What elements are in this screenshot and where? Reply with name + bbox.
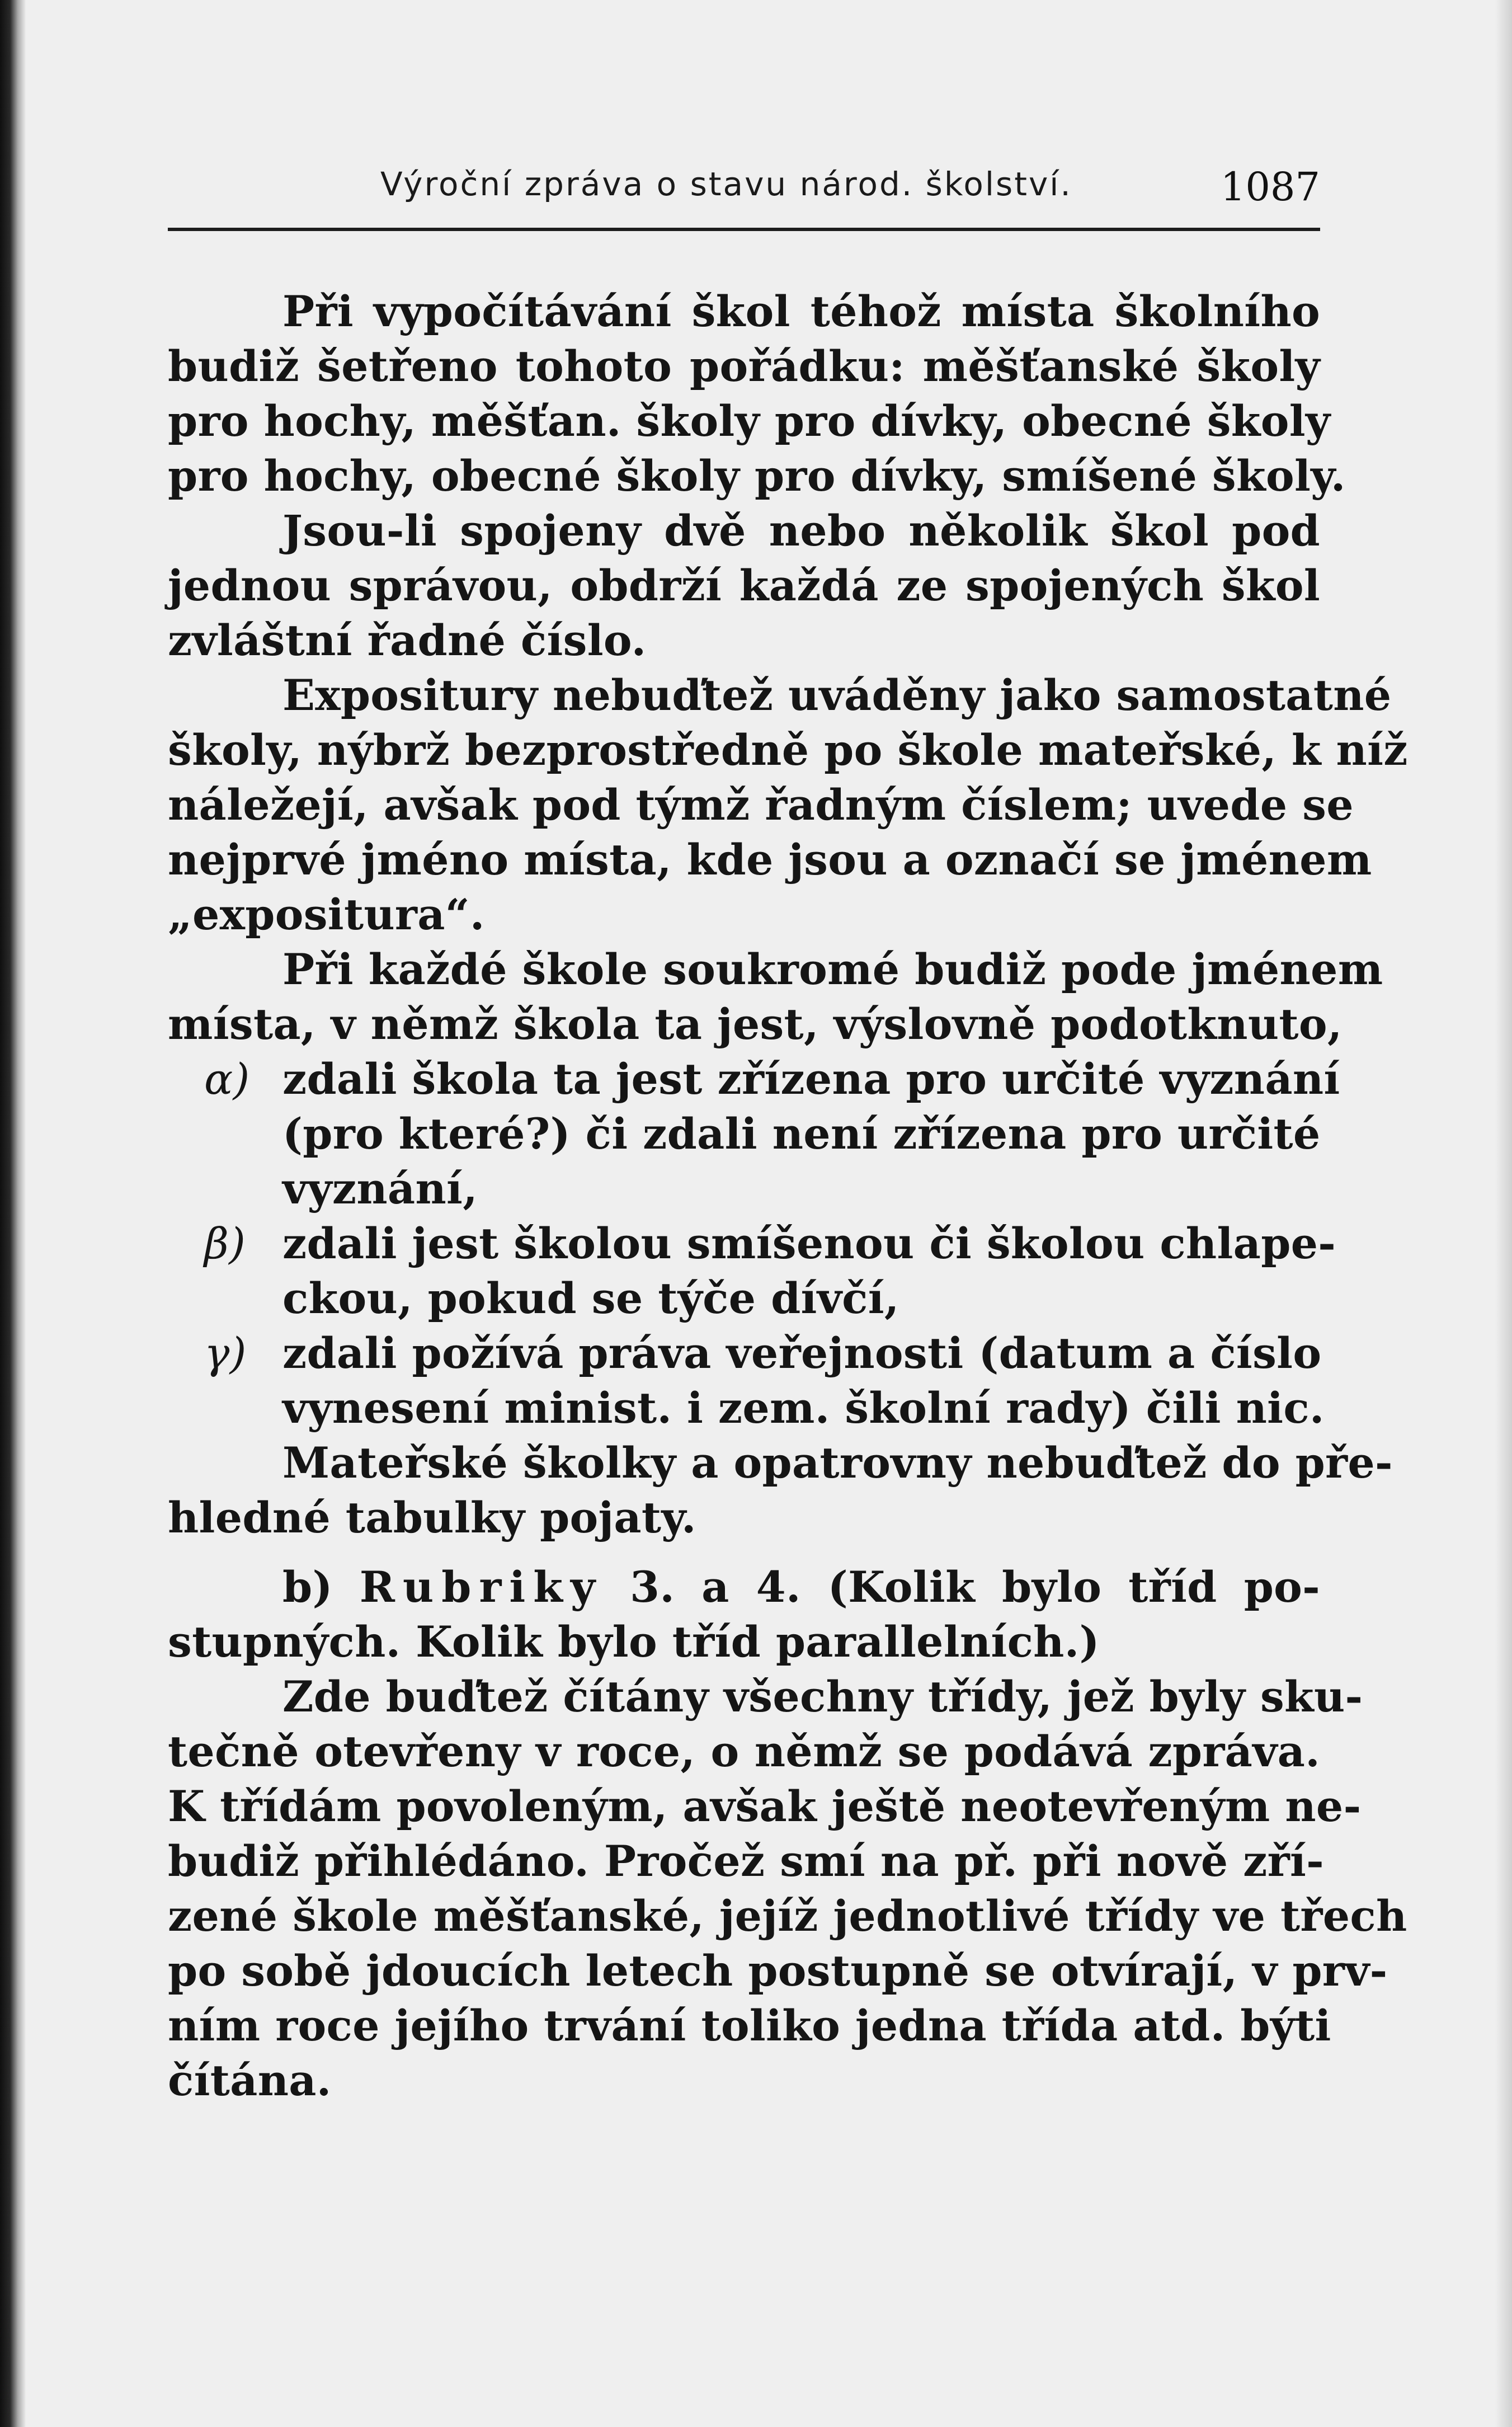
enumerated-list — [168, 1052, 1340, 1436]
page-number: 1087 — [1220, 164, 1320, 210]
text-line: ním roce jejího trvání toliko jedna třída atd. býti — [168, 2001, 1331, 2050]
text-line: (pro které?) či zdali není zřízena pro určité — [282, 1109, 1321, 1159]
text-line: po sobě jdoucích letech postupně se otvírají, v prv- — [168, 1946, 1388, 1996]
paragraph-joint-administration — [168, 504, 1320, 668]
section-heading-rest: 3. a 4. (Kolik bylo tříd po- — [630, 1562, 1320, 1612]
text-line: Zde buďtež čítány všechny třídy, jež byly sku- — [282, 1672, 1363, 1722]
text-line: „expositura“. — [168, 890, 485, 939]
running-header — [168, 159, 1320, 221]
text-line — [168, 1216, 1336, 1271]
text-line: Expositury nebuďtež uváděny jako samostatné — [282, 670, 1392, 720]
page-binding-shadow — [0, 0, 26, 2427]
text-line: čítána. — [168, 2056, 332, 2105]
text-line: pro hochy, obecné školy pro dívky, smíšené školy. — [168, 451, 1346, 501]
list-item-alpha — [168, 1052, 1340, 1216]
text-line: zené škole měšťanské, jejíž jednotlivé třídy ve třech — [168, 1891, 1407, 1941]
text-line: Při vypočítávání škol téhož místa školního — [282, 286, 1320, 336]
list-label: β) — [204, 1219, 246, 1268]
text-line — [168, 1560, 1320, 1615]
text-line: vynesení minist. i zem. školní rady) čili nic. — [282, 1383, 1325, 1433]
text-line — [168, 1326, 1320, 1381]
paragraph-private-schools — [168, 942, 1383, 1052]
text-line: K třídám povoleným, avšak ještě neotevřeným ne- — [168, 1781, 1362, 1831]
text-line: ckou, pokud se týče dívčí, — [282, 1273, 899, 1323]
section-prefix: b) — [282, 1562, 333, 1612]
text-line: Jsou-li spojeny dvě nebo několik škol pod — [282, 506, 1320, 556]
body-text — [168, 284, 1408, 2108]
paragraph-gap — [168, 1545, 1320, 1560]
paragraph-rubrics-heading — [168, 1560, 1320, 1669]
text-line: hledné tabulky pojaty. — [168, 1493, 696, 1542]
text-line: Mateřské školky a opatrovny nebuďtež do pře- — [282, 1438, 1393, 1488]
text-line: nejprvé jméno místa, kde jsou a označí se jménem — [168, 835, 1372, 885]
text-line: jednou správou, obdrží každá ze spojených škol — [168, 561, 1320, 610]
list-item-gamma — [168, 1326, 1325, 1436]
text-line: pro hochy, měšťan. školy pro dívky, obecné školy — [168, 396, 1331, 446]
text-line: tečně otevřeny v roce, o němž se podává zpráva. — [168, 1727, 1320, 1776]
text-line: zvláštní řadné číslo. — [168, 615, 647, 665]
page-edge-shadow — [1495, 0, 1512, 2427]
text-line: školy, nýbrž bezprostředně po škole mateřské, k níž — [168, 725, 1408, 775]
text-line: budiž šetřeno tohoto pořádku: měšťanské školy — [168, 341, 1320, 391]
text-line — [168, 1052, 1340, 1107]
paragraph-kindergartens — [168, 1436, 1393, 1545]
text-line: stupných. Kolik bylo tříd parallelních.) — [168, 1617, 1100, 1667]
list-text: zdali škola ta jest zřízena pro určité vyznání — [282, 1054, 1340, 1104]
paragraph-class-counting — [168, 1669, 1407, 2108]
text-line: náležejí, avšak pod týmž řadným číslem; uvede se — [168, 780, 1354, 830]
header-rule — [168, 228, 1320, 231]
paragraph-expositury — [168, 668, 1408, 942]
section-keyword: Rubriky — [359, 1562, 604, 1612]
text-line: budiž přihlédáno. Pročež smí na př. při nově zří- — [168, 1836, 1324, 1886]
text-line: místa, v němž škola ta jest, výslovně podotknuto, — [168, 999, 1343, 1049]
list-item-beta — [168, 1216, 1336, 1326]
list-label: γ) — [204, 1328, 247, 1378]
text-line: Při každé škole soukromé budiž pode jménem — [282, 944, 1383, 994]
text-line: vyznání, — [282, 1164, 478, 1214]
running-title: Výroční zpráva o stavu národ. školství. — [380, 165, 1072, 203]
list-text: zdali jest školou smíšenou či školou chlape- — [282, 1219, 1336, 1268]
paragraph-school-order — [168, 284, 1346, 504]
list-text: zdali požívá práva veřejnosti (datum a číslo — [282, 1328, 1322, 1378]
list-label: α) — [204, 1054, 250, 1104]
